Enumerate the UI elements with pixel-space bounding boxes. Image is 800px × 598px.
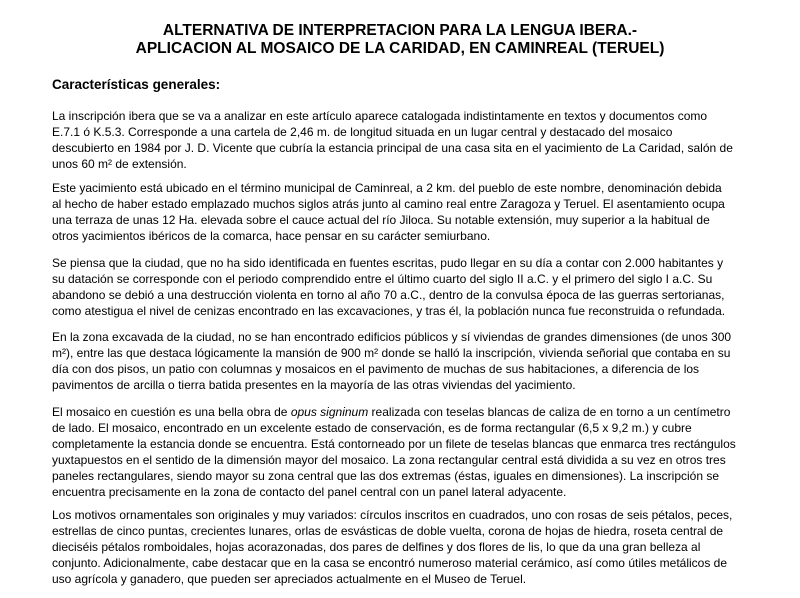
paragraph-line: unos 60 m² de extensión. — [52, 157, 187, 171]
paragraph-line: paneles rectangulares, siendo mayor su zona central que las dos extremas (éstas, iguales en dimensiones). La inscripción se — [52, 469, 720, 483]
paragraph-6 — [52, 507, 752, 587]
paragraph-line: Se piensa que la ciudad, que no ha sido identificada en fuentes escritas, pudo llegar en su día a contar con 2.000 habitantes y — [52, 256, 724, 270]
paragraph-line: yuxtapuestos en el sentido de la dimensión mayor del mosaico. La zona rectangular central está dividida a su vez en otros tres — [52, 453, 726, 467]
paragraph-line: pavimentos de arcilla o tierra batida presentes en la mayoría de las otras viviendas del yacimiento. — [52, 378, 576, 392]
paragraph-line — [52, 404, 752, 420]
paragraph-line: su datación se corresponde con el periodo comprendido entre el último cuarto del siglo II a.C. y el primero del siglo I a.C. Su — [52, 272, 713, 286]
paragraph-4 — [52, 329, 752, 393]
paragraph-line: como atestigua el nivel de cenizas encontrado en las excavaciones, y tras él, la población nunca fue reconstruida o refundada. — [52, 304, 726, 318]
paragraph-line: abandono se debió a una destrucción violenta en torno al año 70 a.C., dentro de la convulsa época de las guerras sertorianas, — [52, 288, 725, 302]
paragraph-text: realizada con teselas blancas de caliza de en torno a un centímetro — [368, 405, 731, 419]
paragraph-line: encuentra precisamente en la zona de contacto del panel central con un panel lateral adyacente. — [52, 485, 567, 499]
paragraph-line: La inscripción ibera que se va a analizar en este artículo aparece catalogada indistintamente en textos y documentos como — [52, 109, 708, 123]
paragraph-5 — [52, 404, 752, 500]
document-title-line-1: ALTERNATIVA DE INTERPRETACION PARA LA LENGUA IBERA.- — [162, 22, 638, 39]
paragraph-line: al hecho de haber estado emplazado muchos siglos atrás junto al camino real entre Zaragoza y Teruel. El asentamiento ocupa — [52, 197, 725, 211]
paragraph-line: Este yacimiento está ubicado en el término municipal de Caminreal, a 2 km. del pueblo de este nombre, denominación debida — [52, 181, 722, 195]
emphasis-text: opus signinum — [290, 405, 369, 419]
paragraph-line: descubierto en 1984 por J. D. Vicente que cubría la estancia principal de una casa sita en el yacimiento de La Caridad, salón de — [52, 141, 733, 155]
paragraph-1 — [52, 108, 752, 172]
document-title-line-2: APLICACION AL MOSAICO DE LA CARIDAD, EN CAMINREAL (TERUEL) — [135, 40, 665, 57]
paragraph-line: conjunto. Adicionalmente, cabe destacar que en la casa se encontró numeroso material cerámico, así como útiles metálicos de — [52, 556, 728, 570]
paragraph-line: otros yacimientos ibéricos de la comarca, hace pensar en su carácter semiurbano. — [52, 229, 491, 243]
paragraph-line: de lado. El mosaico, encontrado en un excelente estado de conservación, es de forma rectangular (6,5 x 9,2 m.) y cubre — [52, 421, 692, 435]
paragraph-line: una terraza de unas 12 Ha. elevada sobre el cauce actual del río Jiloca. Su notable extensión, muy superior a la habitual de — [52, 213, 710, 227]
paragraph-2 — [52, 180, 752, 244]
paragraph-line: E.7.1 ó K.5.3. Corresponde a una cartela de 2,46 m. de longitud situada en un lugar central y destacado del mosaico — [52, 125, 673, 139]
paragraph-text: El mosaico en cuestión es una bella obra de — [52, 405, 291, 419]
paragraph-line: dieciséis pétalos romboidales, hojas acorazonadas, dos pares de delfines y dos flores de lis, lo que da una gran belleza al — [52, 540, 701, 554]
section-heading: Características generales: — [52, 77, 221, 92]
paragraph-3 — [52, 255, 752, 319]
paragraph-line: m²), entre las que destaca lógicamente la mansión de 900 m² donde se halló la inscripción, vivienda señorial que contaba en su — [52, 346, 731, 360]
paragraph-line: completamente la estancia donde se encuentra. Está contorneado por un filete de teselas blancas que enmarca tres rectángulos — [52, 437, 736, 451]
paragraph-line: uso agrícola y ganadero, que pueden ser apreciados actualmente en el Museo de Teruel. — [52, 572, 527, 586]
paragraph-line: Los motivos ornamentales son originales y muy variados: círculos inscritos en cuadrados, uno con rosas de seis pétalos, peces, — [52, 508, 733, 522]
paragraph-line: estrellas de cinco puntas, crecientes lunares, orlas de esvásticas de doble vuelta, corona de hojas de hiedra, roseta central de — [52, 524, 724, 538]
paragraph-line: día con dos pisos, un patio con columnas y mosaicos en el pavimento de muchas de sus habitaciones, a diferencia de los — [52, 362, 700, 376]
paragraph-line: En la zona excavada de la ciudad, no se han encontrado edificios públicos y sí viviendas de grandes dimensiones (de unos 300 — [52, 330, 732, 344]
